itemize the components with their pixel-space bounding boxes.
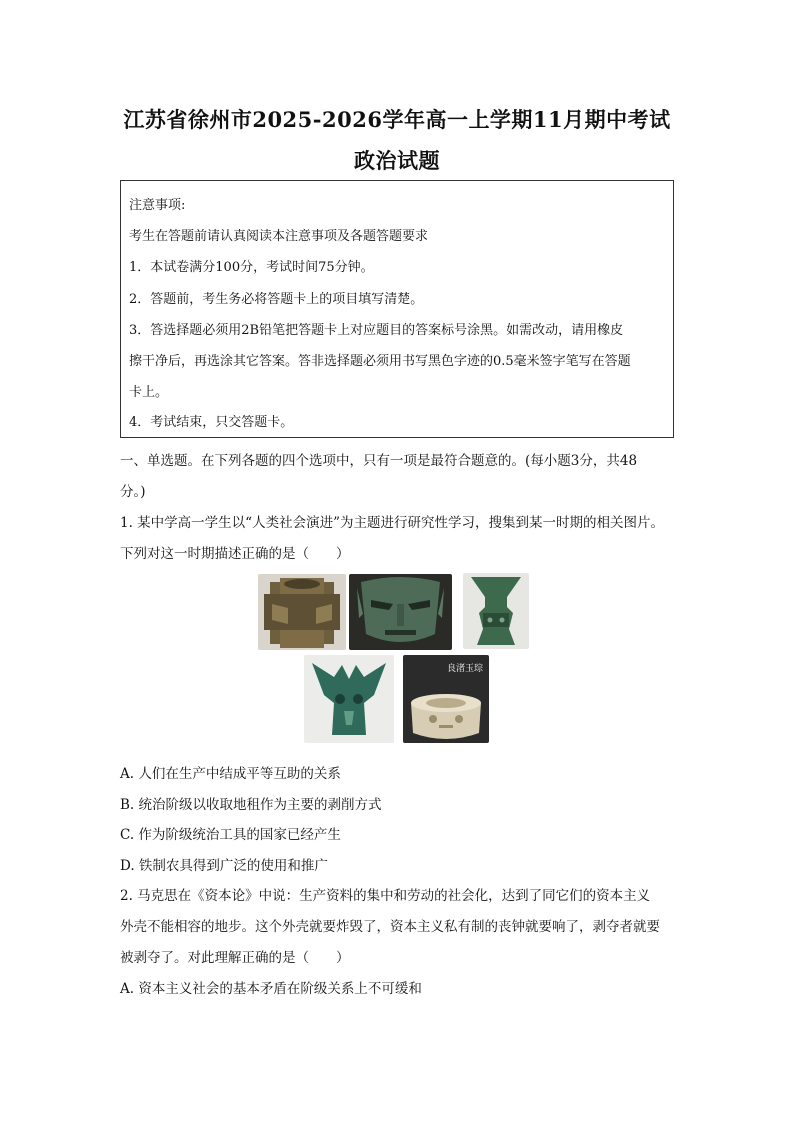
bronze-vessel-image [304, 655, 394, 743]
question-1-stem: 1. 某中学高一学生以“人类社会演进”为主题进行研究性学习，搜集到某一时期的相关图片。 [120, 515, 664, 531]
section-instruction: 一、单选题。在下列各题的四个选项中，只有一项是最符合题意的。(每小题3分，共48 [120, 453, 638, 469]
notice-item: 擦干净后，再选涂其它答案。答非选择题必须用书写黑色字迹的0.5毫米签字笔写在答题 [129, 354, 631, 369]
section-instruction-cont: 分。) [120, 484, 146, 500]
liangzhu-jade-cong-image [403, 655, 489, 743]
question-2-stem-cont: 被剥夺了。对此理解正确的是（ ） [120, 950, 350, 966]
bronze-mask-image [349, 574, 452, 650]
bronze-zun-image [463, 573, 529, 649]
notice-item: 2．答题前，考生务必将答题卡上的项目填写清楚。 [129, 292, 424, 307]
exam-subtitle: 政治试题 [354, 148, 440, 173]
question-2-stem: 2. 马克思在《资本论》中说：生产资料的集中和劳动的社会化，达到了同它们的资本主义 [120, 888, 651, 904]
exam-title: 江苏省徐州市2025-2026学年高一上学期11月期中考试 [123, 107, 671, 132]
notice-item: 1．本试卷满分100分，考试时间75分钟。 [129, 260, 374, 275]
option-a: A. 人们在生产中结成平等互助的关系 [120, 766, 341, 782]
notice-item: 3．答选择题必须用2B铅笔把答题卡上对应题目的答案标号涂黑。如需改动，请用橡皮 [129, 323, 624, 338]
option-b: B. 统治阶级以收取地租作为主要的剥削方式 [120, 797, 382, 813]
notice-box [120, 180, 674, 438]
question-1-stem-cont: 下列对这一时期描述正确的是（ ） [120, 546, 350, 562]
option-c: C. 作为阶级统治工具的国家已经产生 [120, 827, 341, 843]
image-caption: 良渚玉琮 [447, 664, 484, 674]
option-d: D. 铁制农具得到广泛的使用和推广 [120, 858, 328, 874]
notice-heading: 注意事项: [129, 198, 186, 213]
notice-intro: 考生在答题前请认真阅读本注意事项及各题答题要求 [129, 229, 429, 244]
notice-item: 4．考试结束，只交答题卡。 [129, 415, 294, 430]
option-a: A. 资本主义社会的基本矛盾在阶级关系上不可缓和 [120, 981, 422, 997]
notice-item: 卡上。 [129, 385, 169, 400]
jade-cong-image [258, 574, 346, 650]
question-2-stem-cont: 外壳不能相容的地步。这个外壳就要炸毁了，资本主义私有制的丧钟就要响了，剥夺者就要 [120, 919, 660, 935]
